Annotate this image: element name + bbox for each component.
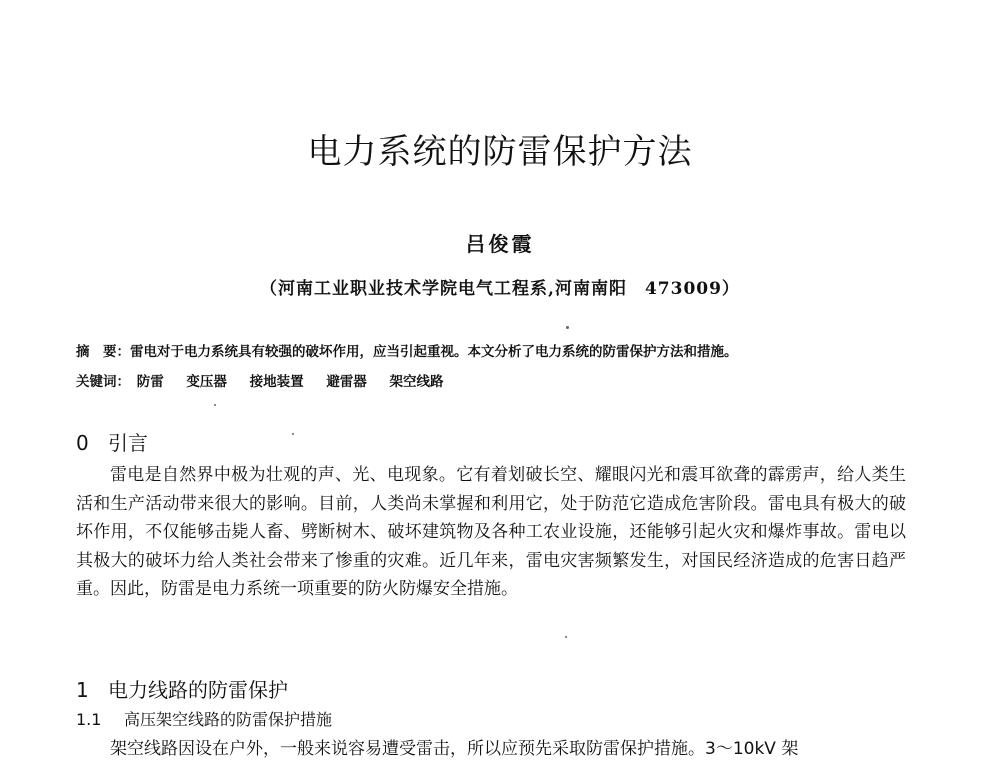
abstract-text: 雷电对于电力系统具有较强的破坏作用，应当引起重视。本文分析了电力系统的防雷保护方法和措施。 bbox=[130, 344, 738, 360]
abstract bbox=[76, 342, 936, 362]
paper-title: 电力系统的防雷保护方法 bbox=[307, 132, 693, 172]
abstract-label: 摘 要： bbox=[76, 344, 130, 360]
paper-affiliation: （河南工业职业技术学院电气工程系,河南南阳 473009） bbox=[260, 279, 740, 299]
intro-paragraph: 雷电是自然界中极为壮观的声、光、电现象。它有着划破长空、耀眼闪光和震耳欲聋的霹雳声，给人类生活和生产活动带来很大的影响。目前，人类尚未掌握和利用它，处于防范它造成危害阶段。雷电具有极大的破坏作用，不仅能够击毙人畜、劈断树木、破坏建筑物及各种工农业设施，还能够引起火灾和爆炸事故。雷电以其极大的破坏力给人类社会带来了惨重的灾难。近几年来，雷电灾害频繁发生，对国民经济造成的危害日趋严重。因此，防雷是电力系统一项重要的防火防爆安全措施。 bbox=[76, 465, 906, 599]
section-heading-lines bbox=[76, 677, 288, 703]
keyword: 防雷 bbox=[136, 374, 164, 390]
keywords-label: 关键词： bbox=[76, 374, 130, 390]
section-title: 引言 bbox=[108, 431, 148, 455]
keyword: 架空线路 bbox=[389, 374, 444, 390]
section-heading-intro bbox=[76, 430, 148, 456]
keywords bbox=[76, 372, 936, 392]
subsection-heading bbox=[76, 709, 332, 731]
section-number: 1 bbox=[76, 678, 89, 702]
scan-speck bbox=[214, 404, 216, 406]
paper-author: 吕俊霞 bbox=[465, 232, 535, 256]
keyword: 避雷器 bbox=[326, 374, 367, 390]
scan-speck bbox=[566, 326, 569, 329]
keyword: 变压器 bbox=[186, 374, 227, 390]
subsection-paragraph: 架空线路因设在户外，一般来说容易遭受雷击，所以应预先采取防雷保护措施。3～10kV 架 bbox=[110, 739, 799, 759]
subsection-number: 1.1 bbox=[76, 710, 102, 729]
subsection-title: 高压架空线路的防雷保护措施 bbox=[124, 710, 333, 729]
scan-speck bbox=[292, 433, 294, 435]
keyword: 接地装置 bbox=[249, 374, 304, 390]
scan-speck bbox=[565, 636, 567, 638]
section-title: 电力线路的防雷保护 bbox=[108, 678, 288, 702]
section-number: 0 bbox=[76, 431, 89, 455]
